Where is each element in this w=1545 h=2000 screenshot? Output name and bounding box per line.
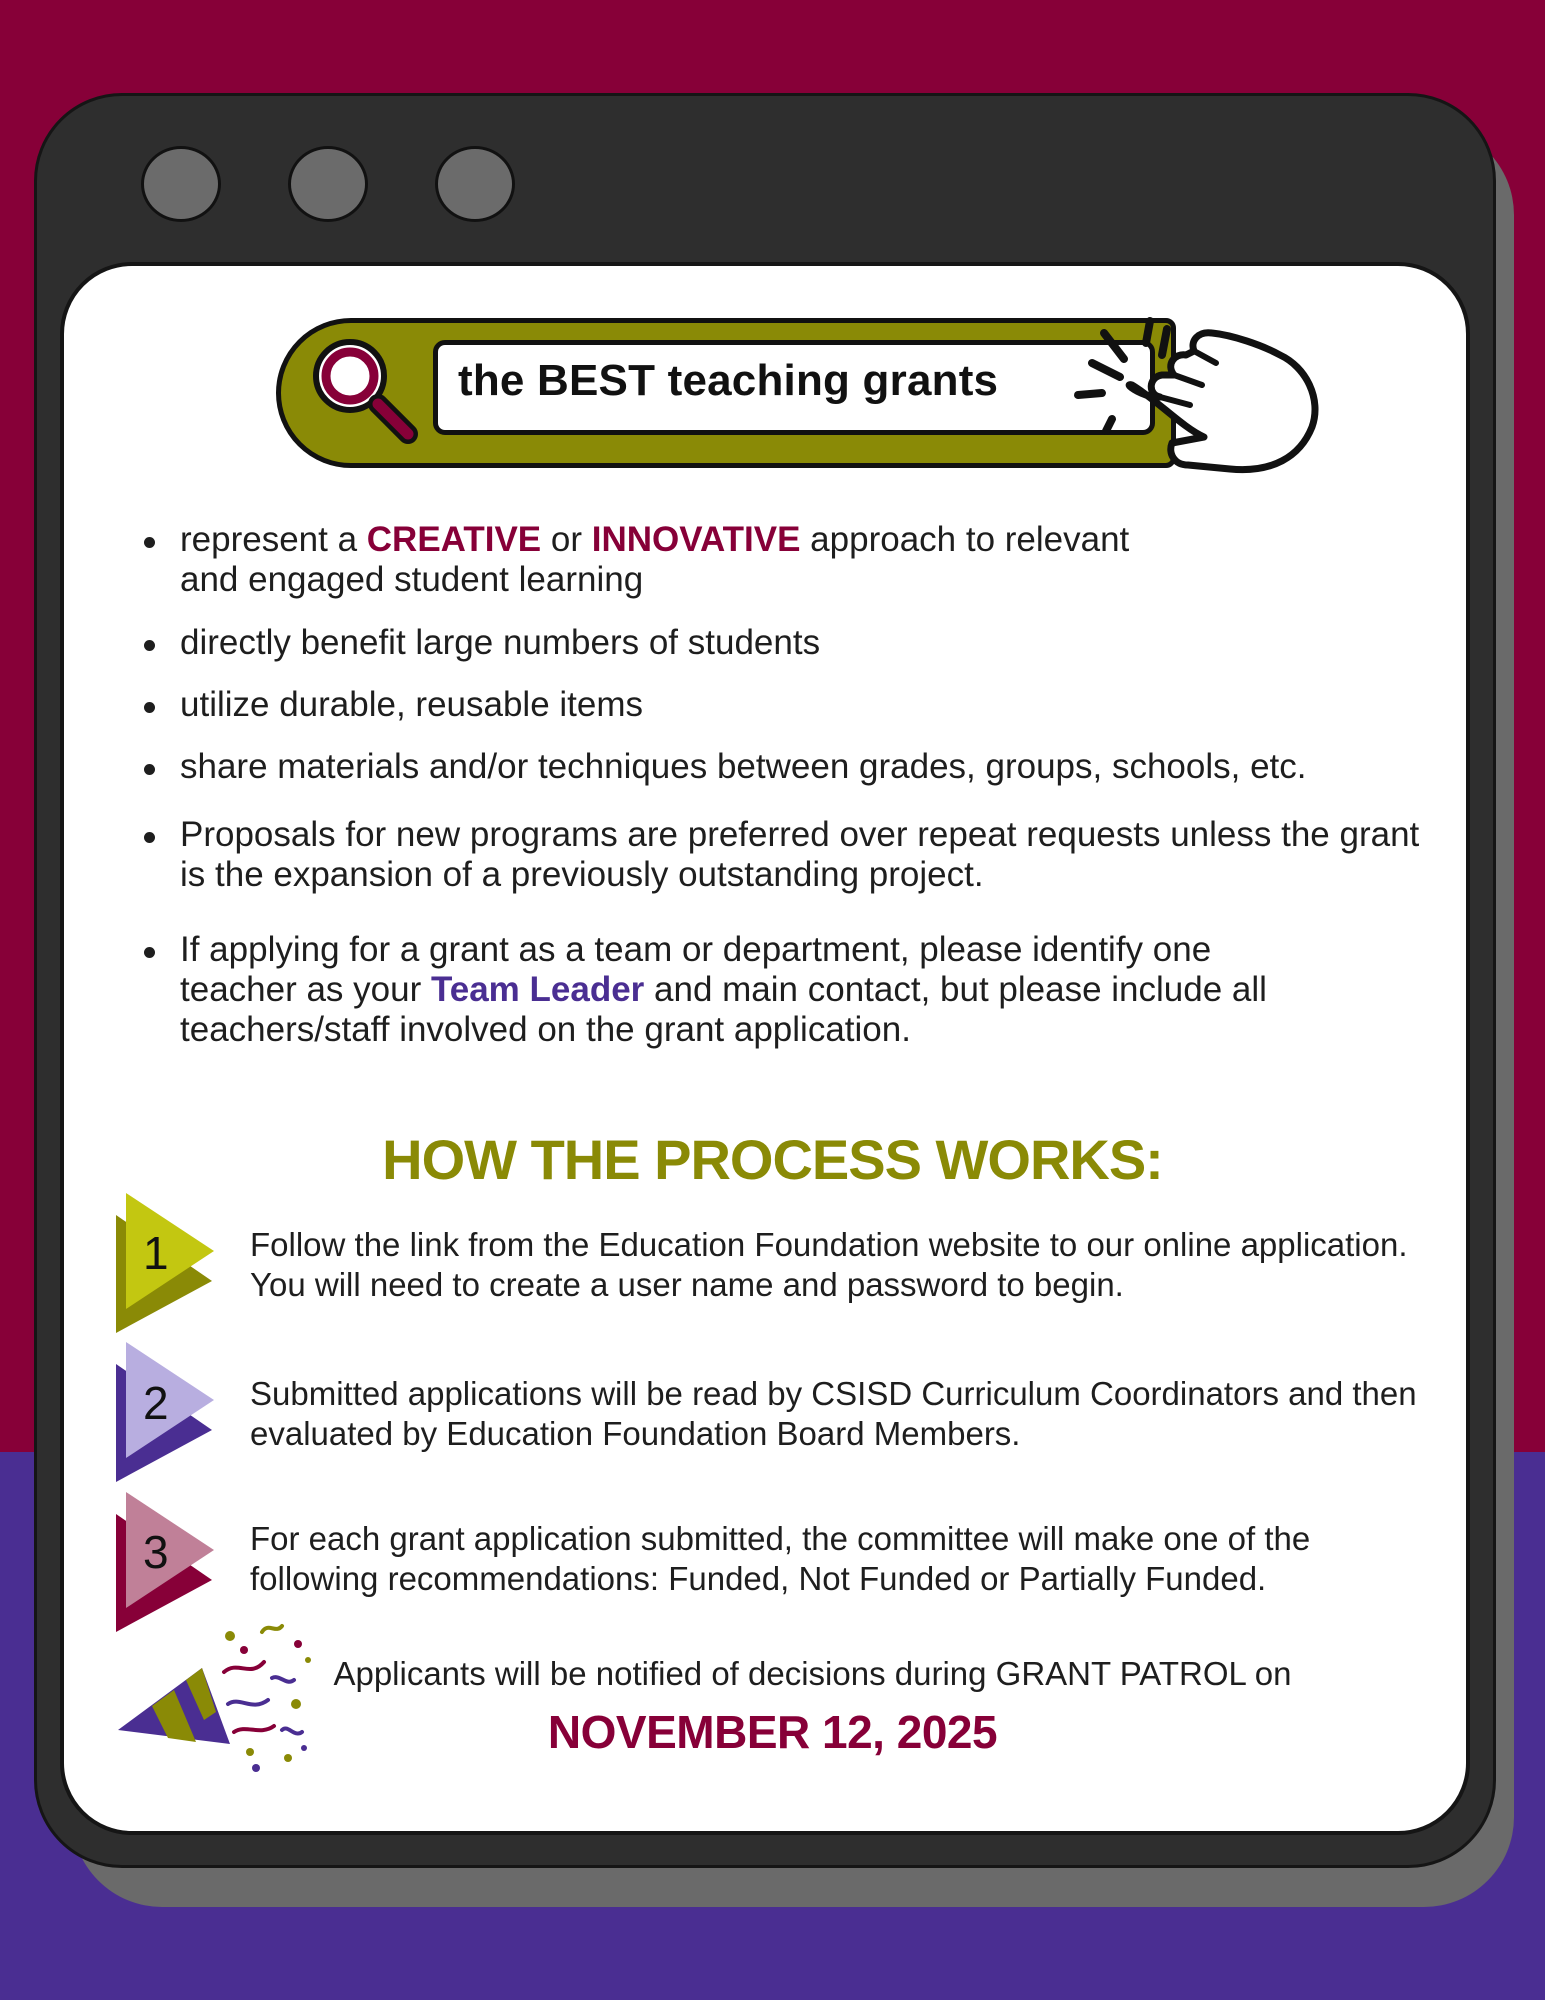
criteria-text: represent a (180, 520, 367, 559)
criteria-text: If applying for a grant as a team or department, please identify one (180, 930, 1212, 969)
step-2-text: Submitted applications will be read by CSISD Curriculum Coordinators and then evaluated by Education Foundation Board Members. (250, 1375, 1417, 1452)
criteria-item-5: Proposals for new programs are preferred over repeat requests unless the grant is the expansion of a previously outstanding project. (140, 815, 1420, 895)
pointing-hand-icon (1062, 315, 1330, 495)
step-1-text: Follow the link from the Education Foundation website to our online application. You will need to create a user name and password to begin. (250, 1226, 1408, 1303)
criteria-item-4: share materials and/or techniques between grades, groups, schools, etc. (140, 747, 1420, 787)
criteria-text: and engaged student learning (180, 560, 644, 599)
step-3-number: 3 (143, 1526, 169, 1578)
window-dot-3[interactable] (435, 146, 515, 222)
criteria-item-2: directly benefit large numbers of students (140, 623, 1420, 663)
keyword-creative: CREATIVE (366, 520, 542, 559)
criteria-text: teachers/staff involved on the grant application. (180, 1010, 911, 1049)
criteria-text: or (541, 520, 592, 559)
magnifier-icon (300, 328, 422, 450)
search-input-text: the BEST teaching grants (458, 356, 999, 405)
criteria-item-6 (140, 930, 1420, 1050)
criteria-text: teacher as your (180, 970, 431, 1009)
criteria-item-1 (140, 520, 1420, 600)
decision-date: NOVEMBER 12, 2025 (547, 1706, 998, 1758)
step-3-text: For each grant application submitted, the committee will make one of the following recommendations: Funded, Not Funded or Partially Funded. (250, 1520, 1311, 1597)
step-1-number: 1 (143, 1227, 169, 1279)
notification-text: Applicants will be notified of decisions during GRANT PATROL on (333, 1655, 1292, 1692)
window-dot-1[interactable] (141, 146, 221, 222)
process-heading: HOW THE PROCESS WORKS: (382, 1128, 1163, 1191)
keyword-innovative: INNOVATIVE (591, 520, 801, 559)
keyword-team-leader: Team Leader (430, 970, 645, 1009)
criteria-text: approach to relevant (800, 520, 1130, 559)
criteria-item-3: utilize durable, reusable items (140, 685, 1420, 725)
criteria-text: and main contact, but please include all (644, 970, 1267, 1009)
step-2-number: 2 (143, 1377, 169, 1429)
window-dot-2[interactable] (288, 146, 368, 222)
